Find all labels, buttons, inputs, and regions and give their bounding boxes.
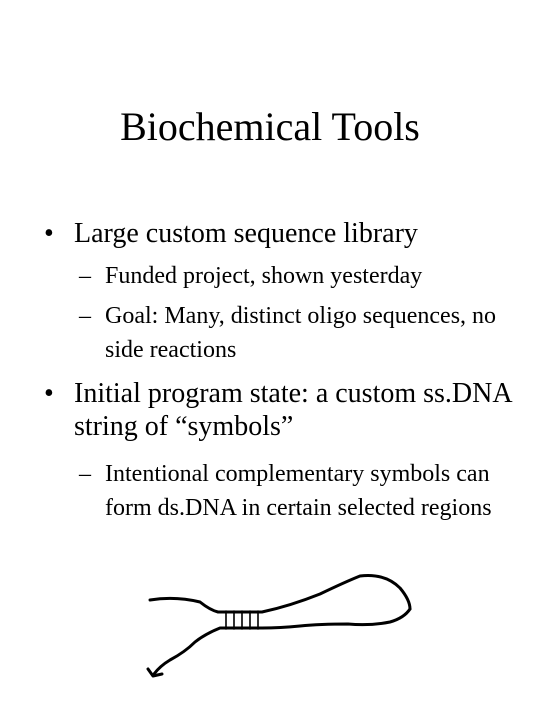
bullet-mark: •	[44, 378, 54, 409]
upper-strand-path	[150, 576, 410, 613]
sub-bullet-mark: –	[79, 303, 91, 329]
base-pair-rungs	[226, 611, 258, 629]
sub-bullet-text: Intentional complementary symbols can form ds.DNA in certain selected regions	[105, 461, 492, 521]
sub-bullet-text: Funded project, shown yesterday	[105, 263, 423, 289]
sub-bullet-mark: –	[79, 461, 91, 487]
slide-title: Biochemical Tools	[120, 104, 420, 149]
lower-strand-path	[154, 609, 410, 674]
bullet-text: Initial program state: a custom ss.DNA string of “symbols”	[74, 378, 512, 442]
bullet-mark: •	[44, 218, 54, 249]
sub-bullet-text: Goal: Many, distinct oligo sequences, no side reactions	[105, 303, 497, 363]
bullet-text: Large custom sequence library	[74, 218, 418, 249]
sub-bullet-mark: –	[79, 263, 91, 289]
